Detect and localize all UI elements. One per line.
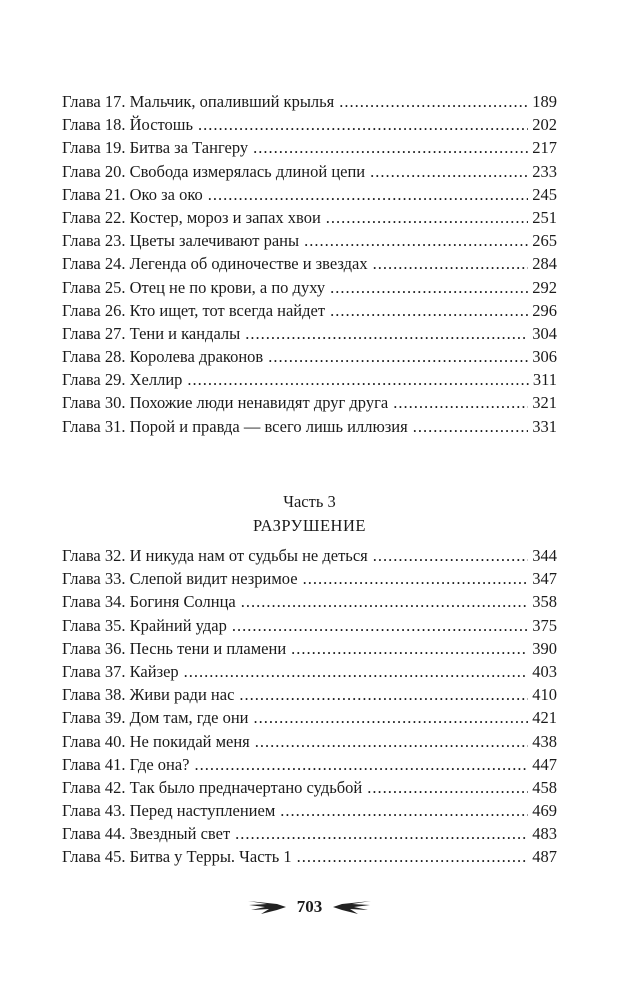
toc-entry[interactable] <box>62 345 557 368</box>
wing-right-icon <box>332 898 372 916</box>
toc-entry-page: 331 <box>532 416 557 436</box>
toc-entry[interactable] <box>62 276 557 299</box>
toc-entry-page: 292 <box>532 277 557 297</box>
leader-dots <box>330 299 528 322</box>
leader-dots <box>413 415 529 438</box>
toc-entry-title: Глава 36. Песнь тени и пламени <box>62 638 287 658</box>
leader-dots <box>195 753 529 776</box>
toc-entry-title: Глава 39. Дом там, где они <box>62 708 249 728</box>
toc-entry[interactable] <box>62 391 557 414</box>
leader-dots <box>373 544 529 567</box>
toc-entry-title: Глава 31. Порой и правда — всего лишь иллюзия <box>62 416 408 436</box>
leader-dots <box>291 637 528 660</box>
toc-entry-page: 304 <box>532 323 557 343</box>
toc-entry-page: 245 <box>532 184 557 204</box>
toc-entry-title: Глава 27. Тени и кандалы <box>62 323 241 343</box>
toc-entry[interactable] <box>62 590 557 613</box>
toc-entry-page: 458 <box>532 777 557 797</box>
toc-entry-title: Глава 17. Мальчик, опаливший крылья <box>62 92 335 111</box>
toc-entry-title: Глава 23. Цветы залечивают раны <box>62 231 300 251</box>
toc-entry-title: Глава 32. И никуда нам от судьбы не деться <box>62 546 368 565</box>
toc-entry[interactable] <box>62 567 557 590</box>
toc-entry-page: 233 <box>532 161 557 181</box>
leader-dots <box>393 391 528 414</box>
leader-dots <box>184 660 529 683</box>
toc-entry[interactable] <box>62 415 557 438</box>
toc-entry[interactable] <box>62 544 557 567</box>
wing-left-icon <box>247 898 287 916</box>
toc-entry-title: Глава 22. Костер, мороз и запах хвои <box>62 207 321 227</box>
toc-entry[interactable] <box>62 753 557 776</box>
leader-dots <box>304 229 528 252</box>
toc-entry-title: Глава 35. Крайний удар <box>62 615 227 635</box>
leader-dots <box>297 845 529 868</box>
toc-entry[interactable] <box>62 822 557 845</box>
toc-entry[interactable] <box>62 183 557 206</box>
toc-entry-title: Глава 44. Звездный свет <box>62 824 231 844</box>
toc-entry-page: 217 <box>532 138 557 158</box>
leader-dots <box>245 322 528 345</box>
toc-entry-page: 487 <box>532 847 557 867</box>
toc-entry-title: Глава 21. Око за око <box>62 184 203 204</box>
toc-entry-page: 202 <box>532 115 557 135</box>
toc-entry[interactable] <box>62 706 557 729</box>
toc-entry-page: 410 <box>532 685 557 705</box>
leader-dots <box>198 113 528 136</box>
leader-dots <box>241 590 529 613</box>
leader-dots <box>254 706 529 729</box>
toc-entry-title: Глава 38. Живи ради нас <box>62 685 235 705</box>
toc-entry-page: 438 <box>532 731 557 751</box>
toc-entry-title: Глава 24. Легенда об одиночестве и звездах <box>62 254 368 274</box>
toc-entry-page: 284 <box>532 254 557 274</box>
leader-dots <box>330 276 528 299</box>
toc-entry-title: Глава 34. Богиня Солнца <box>62 592 236 612</box>
leader-dots <box>235 822 528 845</box>
toc-entry-title: Глава 41. Где она? <box>62 754 190 774</box>
leader-dots <box>370 160 528 183</box>
toc-entry[interactable] <box>62 660 557 683</box>
toc-entry-page: 483 <box>532 824 557 844</box>
toc-entry[interactable] <box>62 322 557 345</box>
toc-entry-page: 347 <box>532 569 557 589</box>
toc-entry-title: Глава 28. Королева драконов <box>62 347 264 367</box>
toc-entry[interactable] <box>62 368 557 391</box>
toc-entry[interactable] <box>62 229 557 252</box>
toc-entry[interactable] <box>62 252 557 275</box>
toc-entry-title: Глава 20. Свобода измерялась длиной цепи <box>62 161 366 181</box>
toc-entry[interactable] <box>62 113 557 136</box>
toc-entry-title: Глава 33. Слепой видит незримое <box>62 569 298 589</box>
toc-list-part-2-continued <box>62 90 557 438</box>
toc-entry-page: 375 <box>532 615 557 635</box>
toc-entry-page: 403 <box>532 661 557 681</box>
toc-entry-page: 306 <box>532 347 557 367</box>
leader-dots <box>232 614 528 637</box>
toc-entry[interactable] <box>62 730 557 753</box>
toc-entry-page: 321 <box>532 393 557 413</box>
toc-entry-page: 311 <box>532 370 557 390</box>
leader-dots <box>280 799 528 822</box>
toc-entry-title: Глава 18. Йостошь <box>62 115 194 135</box>
page-number: 703 <box>296 897 323 916</box>
page-footer <box>0 897 619 917</box>
leader-dots <box>303 567 529 590</box>
part-number-heading: Часть 3 <box>283 492 336 511</box>
toc-entry-title: Глава 29. Хеллир <box>62 370 183 390</box>
toc-entry[interactable] <box>62 90 557 113</box>
toc-entry[interactable] <box>62 799 557 822</box>
toc-entry-page: 251 <box>532 207 557 227</box>
toc-entry[interactable] <box>62 614 557 637</box>
toc-entry[interactable] <box>62 299 557 322</box>
leader-dots <box>339 90 528 113</box>
leader-dots <box>187 368 528 391</box>
toc-entry-page: 296 <box>532 300 557 320</box>
toc-entry[interactable] <box>62 776 557 799</box>
toc-entry-page: 421 <box>532 708 557 728</box>
toc-entry-page: 358 <box>532 592 557 612</box>
part-title-heading: РАЗРУШЕНИЕ <box>253 516 366 535</box>
toc-entry-page: 390 <box>532 638 557 658</box>
toc-entry[interactable] <box>62 637 557 660</box>
leader-dots <box>255 730 528 753</box>
toc-entry[interactable] <box>62 160 557 183</box>
toc-entry-page: 344 <box>532 546 557 565</box>
toc-entry-title: Глава 43. Перед наступлением <box>62 801 276 821</box>
toc-entry-title: Глава 37. Кайзер <box>62 661 179 681</box>
toc-entry[interactable] <box>62 136 557 159</box>
leader-dots <box>268 345 528 368</box>
toc-entry-page: 469 <box>532 801 557 821</box>
toc-entry-title: Глава 26. Кто ищет, тот всегда найдет <box>62 300 326 320</box>
toc-entry[interactable] <box>62 683 557 706</box>
toc-entry-title: Глава 19. Битва за Тангеру <box>62 138 249 158</box>
toc-entry[interactable] <box>62 845 557 868</box>
toc-entry-title: Глава 42. Так было предначертано судьбой <box>62 777 363 797</box>
toc-entry-title: Глава 45. Битва у Терры. Часть 1 <box>62 847 292 867</box>
toc-entry-page: 447 <box>532 754 557 774</box>
toc-entry-title: Глава 30. Похожие люди ненавидят друг друга <box>62 393 389 413</box>
leader-dots <box>373 252 529 275</box>
leader-dots <box>253 136 528 159</box>
leader-dots <box>326 206 528 229</box>
toc-list-part-3 <box>62 544 557 869</box>
leader-dots <box>367 776 528 799</box>
toc-entry-title: Глава 40. Не покидай меня <box>62 731 250 751</box>
toc-entry-page: 265 <box>532 231 557 251</box>
toc-entry-title: Глава 25. Отец не по крови, а по духу <box>62 277 326 297</box>
leader-dots <box>239 683 528 706</box>
toc-entry-page: 189 <box>532 92 557 111</box>
toc-entry[interactable] <box>62 206 557 229</box>
leader-dots <box>208 183 529 206</box>
